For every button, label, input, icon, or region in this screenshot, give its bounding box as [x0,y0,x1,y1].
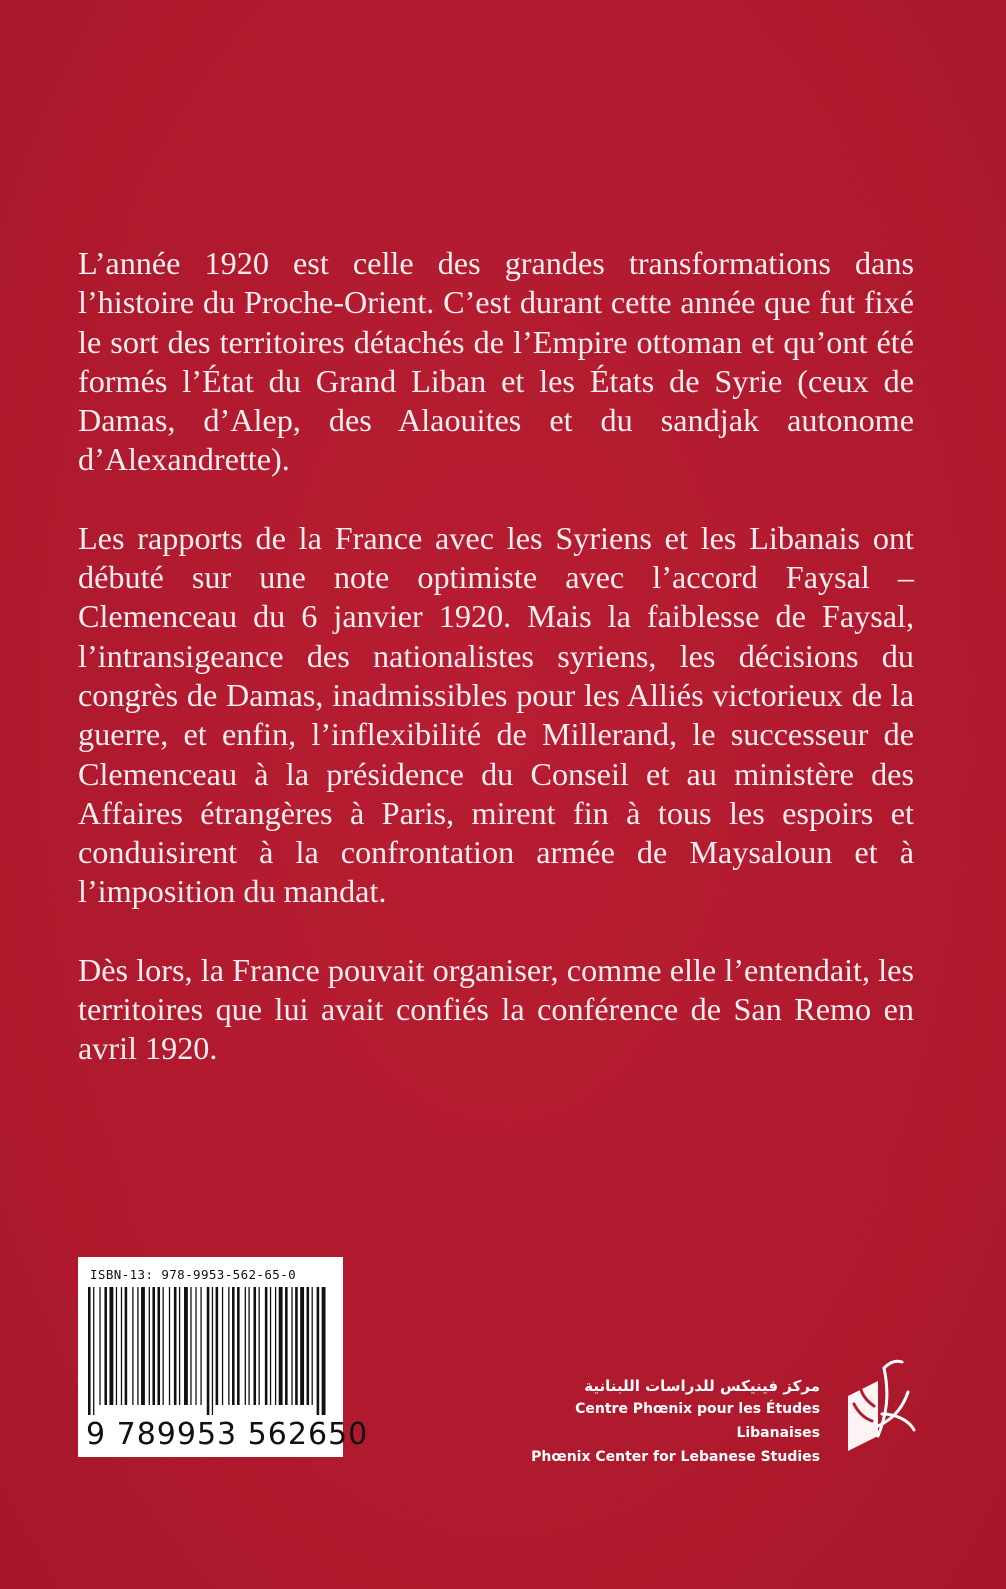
blurb-paragraph-3: Dès lors, la France pouvait organiser, comme elle l’entendait, les territoires que lui avait confiés la conférence de San Remo en avril 1920. [78,951,914,1067]
barcode-bar [312,1287,313,1405]
back-cover-blurb [78,244,914,1108]
barcode-bar [253,1287,256,1405]
barcode-bar [190,1287,191,1405]
barcode-bar [152,1287,155,1405]
barcode-bars [88,1287,333,1415]
barcode-bar [291,1287,292,1405]
barcode-bar [174,1287,177,1405]
barcode-bar [157,1287,160,1405]
barcode-bar [207,1287,210,1415]
barcode-bar [93,1287,94,1415]
phoenix-logo-icon [838,1356,918,1456]
barcode-bar [184,1287,188,1405]
barcode-digits: 9 789953 562650 [86,1417,369,1452]
publisher-name-arabic: مركز فينيكس للدراسات اللبنانية [584,1377,820,1395]
barcode-bar [116,1287,117,1405]
barcode-bar [248,1287,249,1405]
barcode-bar [121,1287,122,1405]
barcode-bar [322,1287,326,1415]
barcode-bar [163,1287,164,1405]
barcode-bar [265,1287,268,1405]
barcode-bar [317,1287,320,1415]
barcode-bar [237,1287,240,1405]
barcode-bar [137,1287,138,1405]
barcode-bar [149,1287,150,1405]
barcode-bar [99,1287,100,1405]
barcode-bar [270,1287,271,1405]
barcode-bar [222,1287,223,1405]
blurb-paragraph-1: L’année 1920 est celle des grandes transformations dans l’histoire du Proche-Orient. C’est durant cette année que fut fixé le sort des territoires détachés de l’Empire ottoman et qu’ont été formés l’État du Grand Liban et les États de Syrie (ceux de Damas, d’Alep, des Alaouites et du sandjak autonome d’Alexandrette). [78,245,914,478]
barcode-bar [200,1287,201,1405]
barcode-bar [212,1287,213,1415]
barcode-bar [109,1287,113,1405]
barcode-bar [285,1287,288,1405]
isbn-barcode [78,1257,369,1457]
barcode-bar [279,1287,283,1405]
barcode-bar [295,1287,298,1405]
barcode-bar [195,1287,196,1405]
publisher-name-english: Phœnix Center for Lebanese Studies [531,1449,820,1465]
barcode-bar [307,1287,310,1405]
publisher-name-french: Centre Phœnix pour les Études Libanaises [575,1401,820,1441]
barcode-bar [228,1287,229,1405]
barcode-bar [275,1287,276,1405]
isbn-label: ISBN-13: 978-9953-562-65-0 [90,1267,297,1282]
barcode-bar [125,1287,128,1405]
barcode-bar [179,1287,180,1405]
barcode-bar [132,1287,133,1405]
publisher-block [490,1375,820,1469]
barcode-bar [88,1287,91,1415]
barcode-bar [169,1287,170,1405]
blurb-paragraph-2: Les rapports de la France avec les Syriens et les Libanais ont débuté sur une note optimiste avec l’accord Faysal – Clemenceau du 6 janvier 1920. Mais la faiblesse de Faysal, l’intransigeance des nationalistes syriens, les décisions du congrès de Damas, inadmissibles pour les Alliés victorieux de la guerre, et enfin, l’inflexibilité de Millerand, le successeur de Clemenceau à la présidence du Conseil et au ministère des Affaires étrangères à Paris, mirent fin à tous les espoirs et conduisirent à la confrontation armée de Maysaloun et à l’imposition du mandat. [78,519,914,910]
barcode-bar [300,1287,304,1405]
barcode-bar [104,1287,107,1405]
barcode-bar [232,1287,235,1405]
barcode-bar [141,1287,145,1405]
barcode-bar [245,1287,246,1405]
barcode-bar [216,1287,219,1405]
barcode-bar [259,1287,260,1405]
